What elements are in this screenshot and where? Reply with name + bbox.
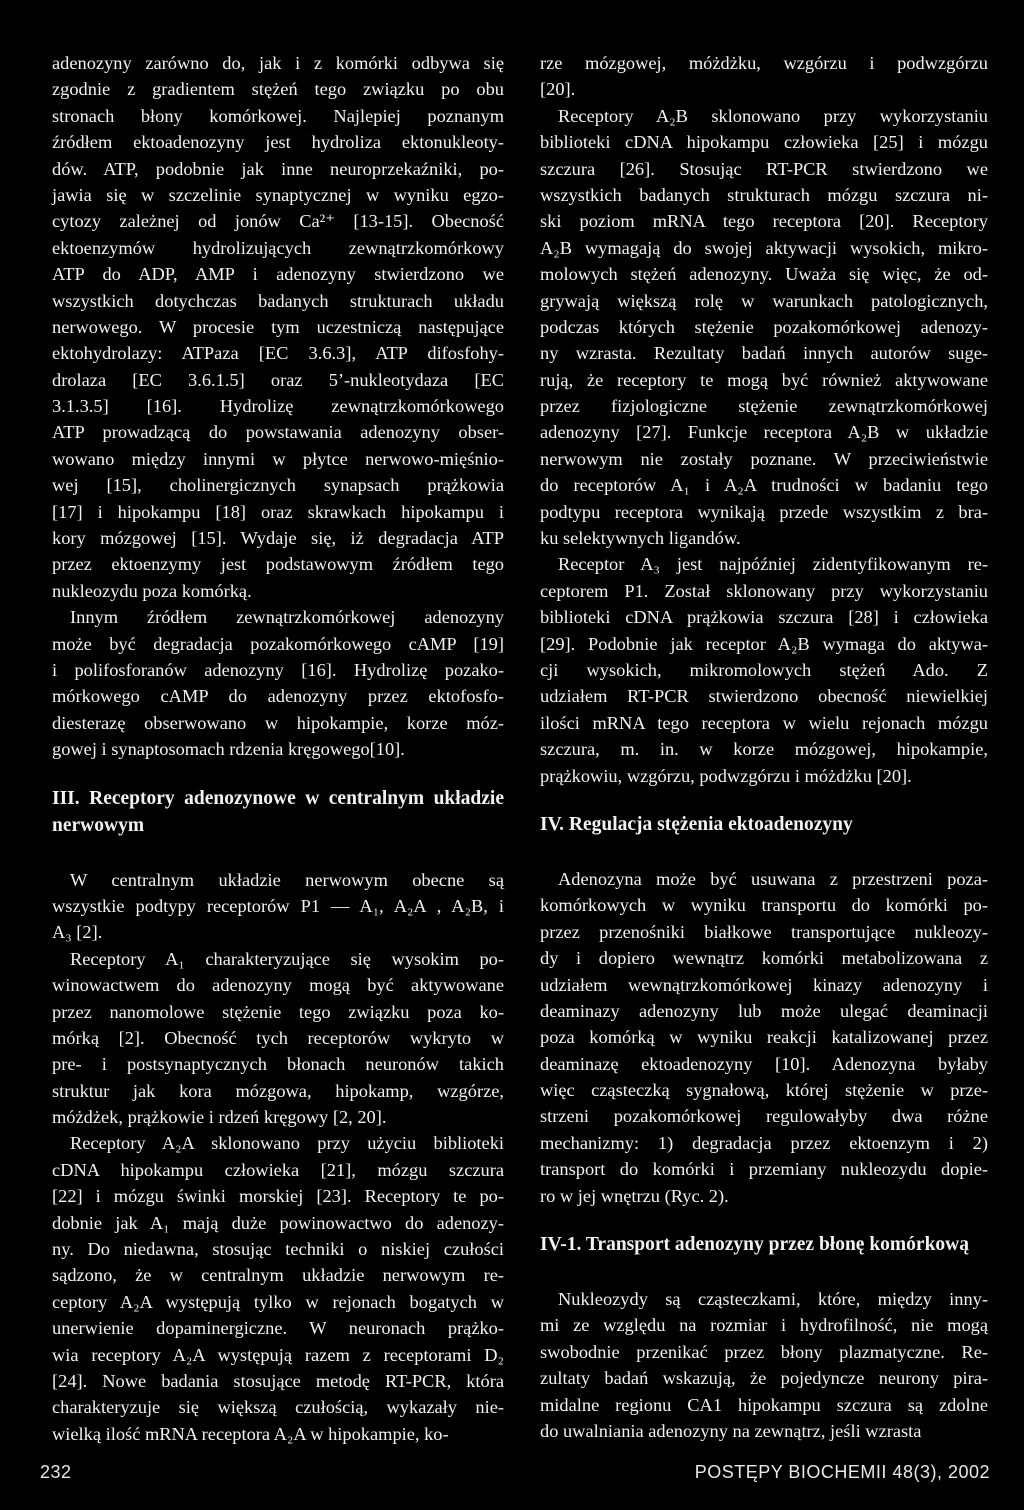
- heading-text: IV-1. Transport adenozyny przez błonę komórkową: [540, 1234, 969, 1256]
- text-line: adenozyny [27]. Funkcje receptora A₂B w układzie: [540, 422, 988, 443]
- text-line: nerwowym nie zostały poznane. W przeciwieństwie: [540, 448, 988, 469]
- paragraph: [52, 946, 504, 1131]
- text-line: poza komórką w wyniku reakcji katalizowanej przez: [540, 1027, 988, 1048]
- text-line: pre- i postsynaptycznych błonach neuronów takich: [52, 1054, 504, 1075]
- text-line: wej [15], cholinergicznych synapsach prążkowia: [52, 475, 504, 496]
- text-line: móżdżek, prążkowie i rdzeń kręgowy [2, 20].: [52, 1107, 387, 1128]
- text-line: A₂B wymagają do swojej aktywacji wysokich, mikro-: [540, 237, 988, 258]
- text-line: komórkowych w wyniku transportu do komórki po-: [540, 895, 988, 916]
- heading-text: IV. Regulacja stężenia ektoadenozyny: [540, 813, 853, 835]
- text-line: [20].: [540, 79, 576, 100]
- text-line: III. Receptory adenozynowe w centralnym układzie: [52, 787, 504, 809]
- section-heading: [52, 785, 504, 839]
- text-line: rują, że receptory te mogą być również aktywowane: [540, 369, 988, 390]
- text-line: rze mózgowej, móżdżku, wzgórzu i podwzgórzu: [540, 53, 988, 73]
- text-line: nerwowym: [52, 814, 145, 836]
- text-line: Receptory A₂B sklonowano przy wykorzystaniu: [558, 105, 988, 126]
- text-line: szczura, m. in. w korze mózgowej, hipokampie,: [540, 739, 988, 760]
- text-line: ro w jej wnętrzu (Ryc. 2).: [540, 1185, 729, 1206]
- text-line: diesterazę obserwowano w hipokampie, korze móz-: [52, 712, 504, 733]
- text-line: wszystkich dotychczas badanych strukturach układu: [52, 290, 504, 311]
- text-line: ceptory A₂A występują tylko w rejonach bogatych w: [52, 1291, 504, 1312]
- text-line: grywają większą rolę w warunkach patologicznych,: [540, 290, 988, 311]
- text-line: Innym źródłem zewnątrzkomórkowej adenozyny: [70, 607, 504, 628]
- text-line: charakteryzuje się większą czułością, wykazały nie-: [52, 1397, 504, 1418]
- text-line: drolaza [EC 3.6.1.5] oraz 5’-nukleotydaza [EC: [52, 369, 504, 390]
- text-line: podczas których stężenie pozakomórkowej adenozy-: [540, 316, 988, 337]
- paragraph: [540, 103, 988, 552]
- text-line: podtypu receptora wynikają przede wszystkim z bra-: [540, 501, 988, 522]
- text-line: mórką [2]. Obecność tych receptorów wykryto w: [52, 1027, 504, 1048]
- paragraph: [52, 867, 504, 946]
- text-line: winowactwem do adenozyny mogą być aktywowane: [52, 975, 504, 996]
- text-line: dy i dopiero wewnątrz komórki metabolizowana z: [540, 948, 988, 969]
- text-line: biblioteki cDNA hipokampu człowieka [25] i mózgu: [540, 132, 988, 153]
- text-line: [17] i hipokampu [18] oraz skrawkach hipokampu i: [52, 501, 504, 522]
- text-line: Adenozyna może być usuwana z przestrzeni poza-: [558, 868, 988, 889]
- text-line: przez ektoenzymy jest podstawowym źródłem tego: [52, 554, 504, 575]
- subsection-heading: [540, 1231, 988, 1258]
- text-line: stronach błony komórkowej. Najlepiej poznanym: [52, 105, 504, 126]
- text-line: Nukleozydy są cząsteczkami, które, między inny-: [558, 1289, 988, 1310]
- text-line: Receptory A₂A sklonowano przy użyciu biblioteki: [70, 1133, 504, 1154]
- text-line: dobnie jak A₁ mają duże powinowactwo do adenozy-: [52, 1212, 504, 1233]
- text-line: dów. ATP, podobnie jak inne neuroprzekaźniki, po-: [52, 158, 504, 179]
- text-line: szczura [26]. Stosując RT-PCR stwierdzono we: [540, 158, 988, 179]
- paragraph: [52, 1130, 504, 1447]
- text-line: do receptorów A₁ i A₂A trudności w badaniu tego: [540, 475, 988, 496]
- text-line: wszystkie podtypy receptorów P1 — A₁, A₂A , A₂B, i: [52, 895, 504, 916]
- text-line: [29]. Podobnie jak receptor A₂B wymaga do aktywa-: [540, 633, 988, 654]
- paragraph: [540, 1286, 988, 1444]
- page-number: 232: [40, 1462, 72, 1482]
- text-line: może być degradacja pozakomórkowego cAMP [19]: [52, 633, 504, 654]
- text-line: struktur jak kora mózgowa, hipokamp, wzgórze,: [52, 1080, 504, 1101]
- text-line: przez przenośniki białkowe transportujące nukleozy-: [540, 921, 988, 942]
- paragraph: [540, 50, 988, 103]
- text-line: do uwalniania adenozyny na zewnątrz, jeśli wzrasta: [540, 1420, 922, 1441]
- text-line: ny. Do niedawna, stosując techniki o niskiej czułości: [52, 1239, 504, 1260]
- text-line: wia receptory A₂A występują razem z receptorami D₂: [52, 1344, 504, 1365]
- text-line: udziałem RT-PCR stwierdzono obecność niewielkiej: [540, 686, 988, 707]
- text-line: ATP prowadzącą do powstawania adenozyny obser-: [52, 422, 504, 443]
- right-column: [540, 50, 988, 1444]
- text-line: 3.1.3.5] [16]. Hydrolizę zewnątrzkomórkowego: [52, 396, 504, 417]
- text-line: ku selektywnych ligandów.: [540, 528, 741, 549]
- text-line: biblioteki cDNA prążkowia szczura [28] i człowieka: [540, 607, 988, 628]
- text-line: wowano między innymi w płytce nerwowo-mięśnio-: [52, 448, 504, 469]
- text-line: wielką ilość mRNA receptora A₂A w hipokampie, ko-: [52, 1423, 449, 1444]
- text-line: A₃ [2].: [52, 922, 103, 943]
- text-line: źródłem ektoadenozyny jest hydroliza ektonukleoty-: [52, 132, 504, 153]
- journal-footer: POSTĘPY BIOCHEMII 48(3), 2002: [694, 1462, 990, 1482]
- text-line: zultaty badań wskazują, że pojedyncze neurony pira-: [540, 1368, 988, 1389]
- left-column: [52, 50, 504, 1447]
- text-line: i polifosforanów adenozyny [16]. Hydrolizę pozako-: [52, 659, 504, 680]
- text-line: udziałem wewnątrzkomórkowej kinazy adenozyny i: [540, 974, 988, 995]
- text-line: nerwowego. W procesie tym uczestniczą następujące: [52, 316, 504, 337]
- text-line: unerwienie dopaminergiczne. W neuronach prążko-: [52, 1318, 504, 1339]
- text-line: prążkowiu, wzgórzu, podwzgórzu i móżdżku [20].: [540, 765, 912, 786]
- text-line: jawia się w szczelinie synaptycznej w wyniku egzo-: [52, 184, 504, 205]
- text-line: sądzono, że w centralnym układzie nerwowym re-: [52, 1265, 504, 1286]
- text-line: [24]. Nowe badania stosujące metodę RT-PCR, która: [52, 1370, 504, 1391]
- text-line: ektohydrolazy: ATPaza [EC 3.6.3], ATP difosfohy-: [52, 343, 504, 364]
- text-line: zgodnie z gradientem stężeń tego związku po obu: [52, 79, 504, 100]
- section-heading: [540, 811, 988, 838]
- text-line: ektoenzymów hydrolizujących zewnątrzkomórkowy: [52, 237, 504, 258]
- text-line: więc cząsteczką sygnałową, której stężenie w prze-: [540, 1080, 988, 1101]
- text-line: kory mózgowej [15]. Wydaje się, iż degradacja ATP: [52, 528, 504, 549]
- text-line: ski poziom mRNA tego receptora [20]. Receptory: [540, 211, 988, 232]
- text-line: przez nanomolowe stężenie tego związku poza ko-: [52, 1001, 504, 1022]
- text-line: Receptory A₁ charakteryzujące się wysokim po-: [70, 948, 504, 969]
- text-line: ceptorem P1. Został sklonowany przy wykorzystaniu: [540, 580, 988, 601]
- text-line: ilości mRNA tego receptora w wielu rejonach mózgu: [540, 712, 988, 733]
- text-line: cji wysokich, mikromolowych stężeń Ado. Z: [540, 659, 988, 680]
- text-line: mi ze względu na rozmiar i hydrofilność, nie mogą: [540, 1315, 988, 1336]
- text-line: [22] i mózgu świnki morskiej [23]. Receptory te po-: [52, 1186, 504, 1207]
- text-line: przez fizjologiczne stężenie zewnątrzkomórkowej: [540, 396, 988, 417]
- text-line: cDNA hipokampu człowieka [21], mózgu szczura: [52, 1159, 504, 1180]
- text-line: Receptor A₃ jest najpóźniej zidentyfikowanym re-: [558, 554, 988, 575]
- text-line: transport do komórki i przemiany nukleozydu dopie-: [540, 1159, 988, 1180]
- text-line: midalne regionu CA1 hipokampu szczura są zdolne: [540, 1394, 988, 1415]
- text-line: deaminazę ektoadenozyny [10]. Adenozyna byłaby: [540, 1053, 988, 1074]
- text-line: mechanizmy: 1) degradacja przez ektoenzym i 2): [540, 1132, 988, 1153]
- text-line: mórkowego cAMP do adenozyny przez ektofosfo-: [52, 686, 504, 707]
- paragraph: [540, 551, 988, 789]
- text-line: adenozyny zarówno do, jak i z komórki odbywa się: [52, 53, 504, 73]
- text-line: swobodnie przenikać przez błony plazmatyczne. Re-: [540, 1341, 988, 1362]
- text-line: gowej i synaptosomach rdzenia kręgowego[10].: [52, 739, 405, 760]
- text-line: wszystkich badanych strukturach mózgu szczura ni-: [540, 184, 988, 205]
- text-line: deaminazy adenozyny lub może ulegać deaminacji: [540, 1000, 988, 1021]
- paragraph: [540, 866, 988, 1209]
- text-line: ny wzrasta. Rezultaty badań innych autorów suge-: [540, 343, 988, 364]
- text-line: W centralnym układzie nerwowym obecne są: [70, 869, 504, 890]
- text-line: molowych stężeń adenozyny. Uważa się więc, że od-: [540, 264, 988, 285]
- text-line: nukleozydu poza komórką.: [52, 580, 252, 601]
- paragraph: [52, 604, 504, 762]
- text-line: cytozy zależnej od jonów Ca²⁺ [13-15]. Obecność: [52, 211, 504, 232]
- text-line: strzeni pozakomórkowej regulowałyby dwa różne: [540, 1106, 988, 1127]
- paragraph: [52, 50, 504, 604]
- text-line: ATP do ADP, AMP i adenozyny stwierdzono we: [52, 264, 504, 285]
